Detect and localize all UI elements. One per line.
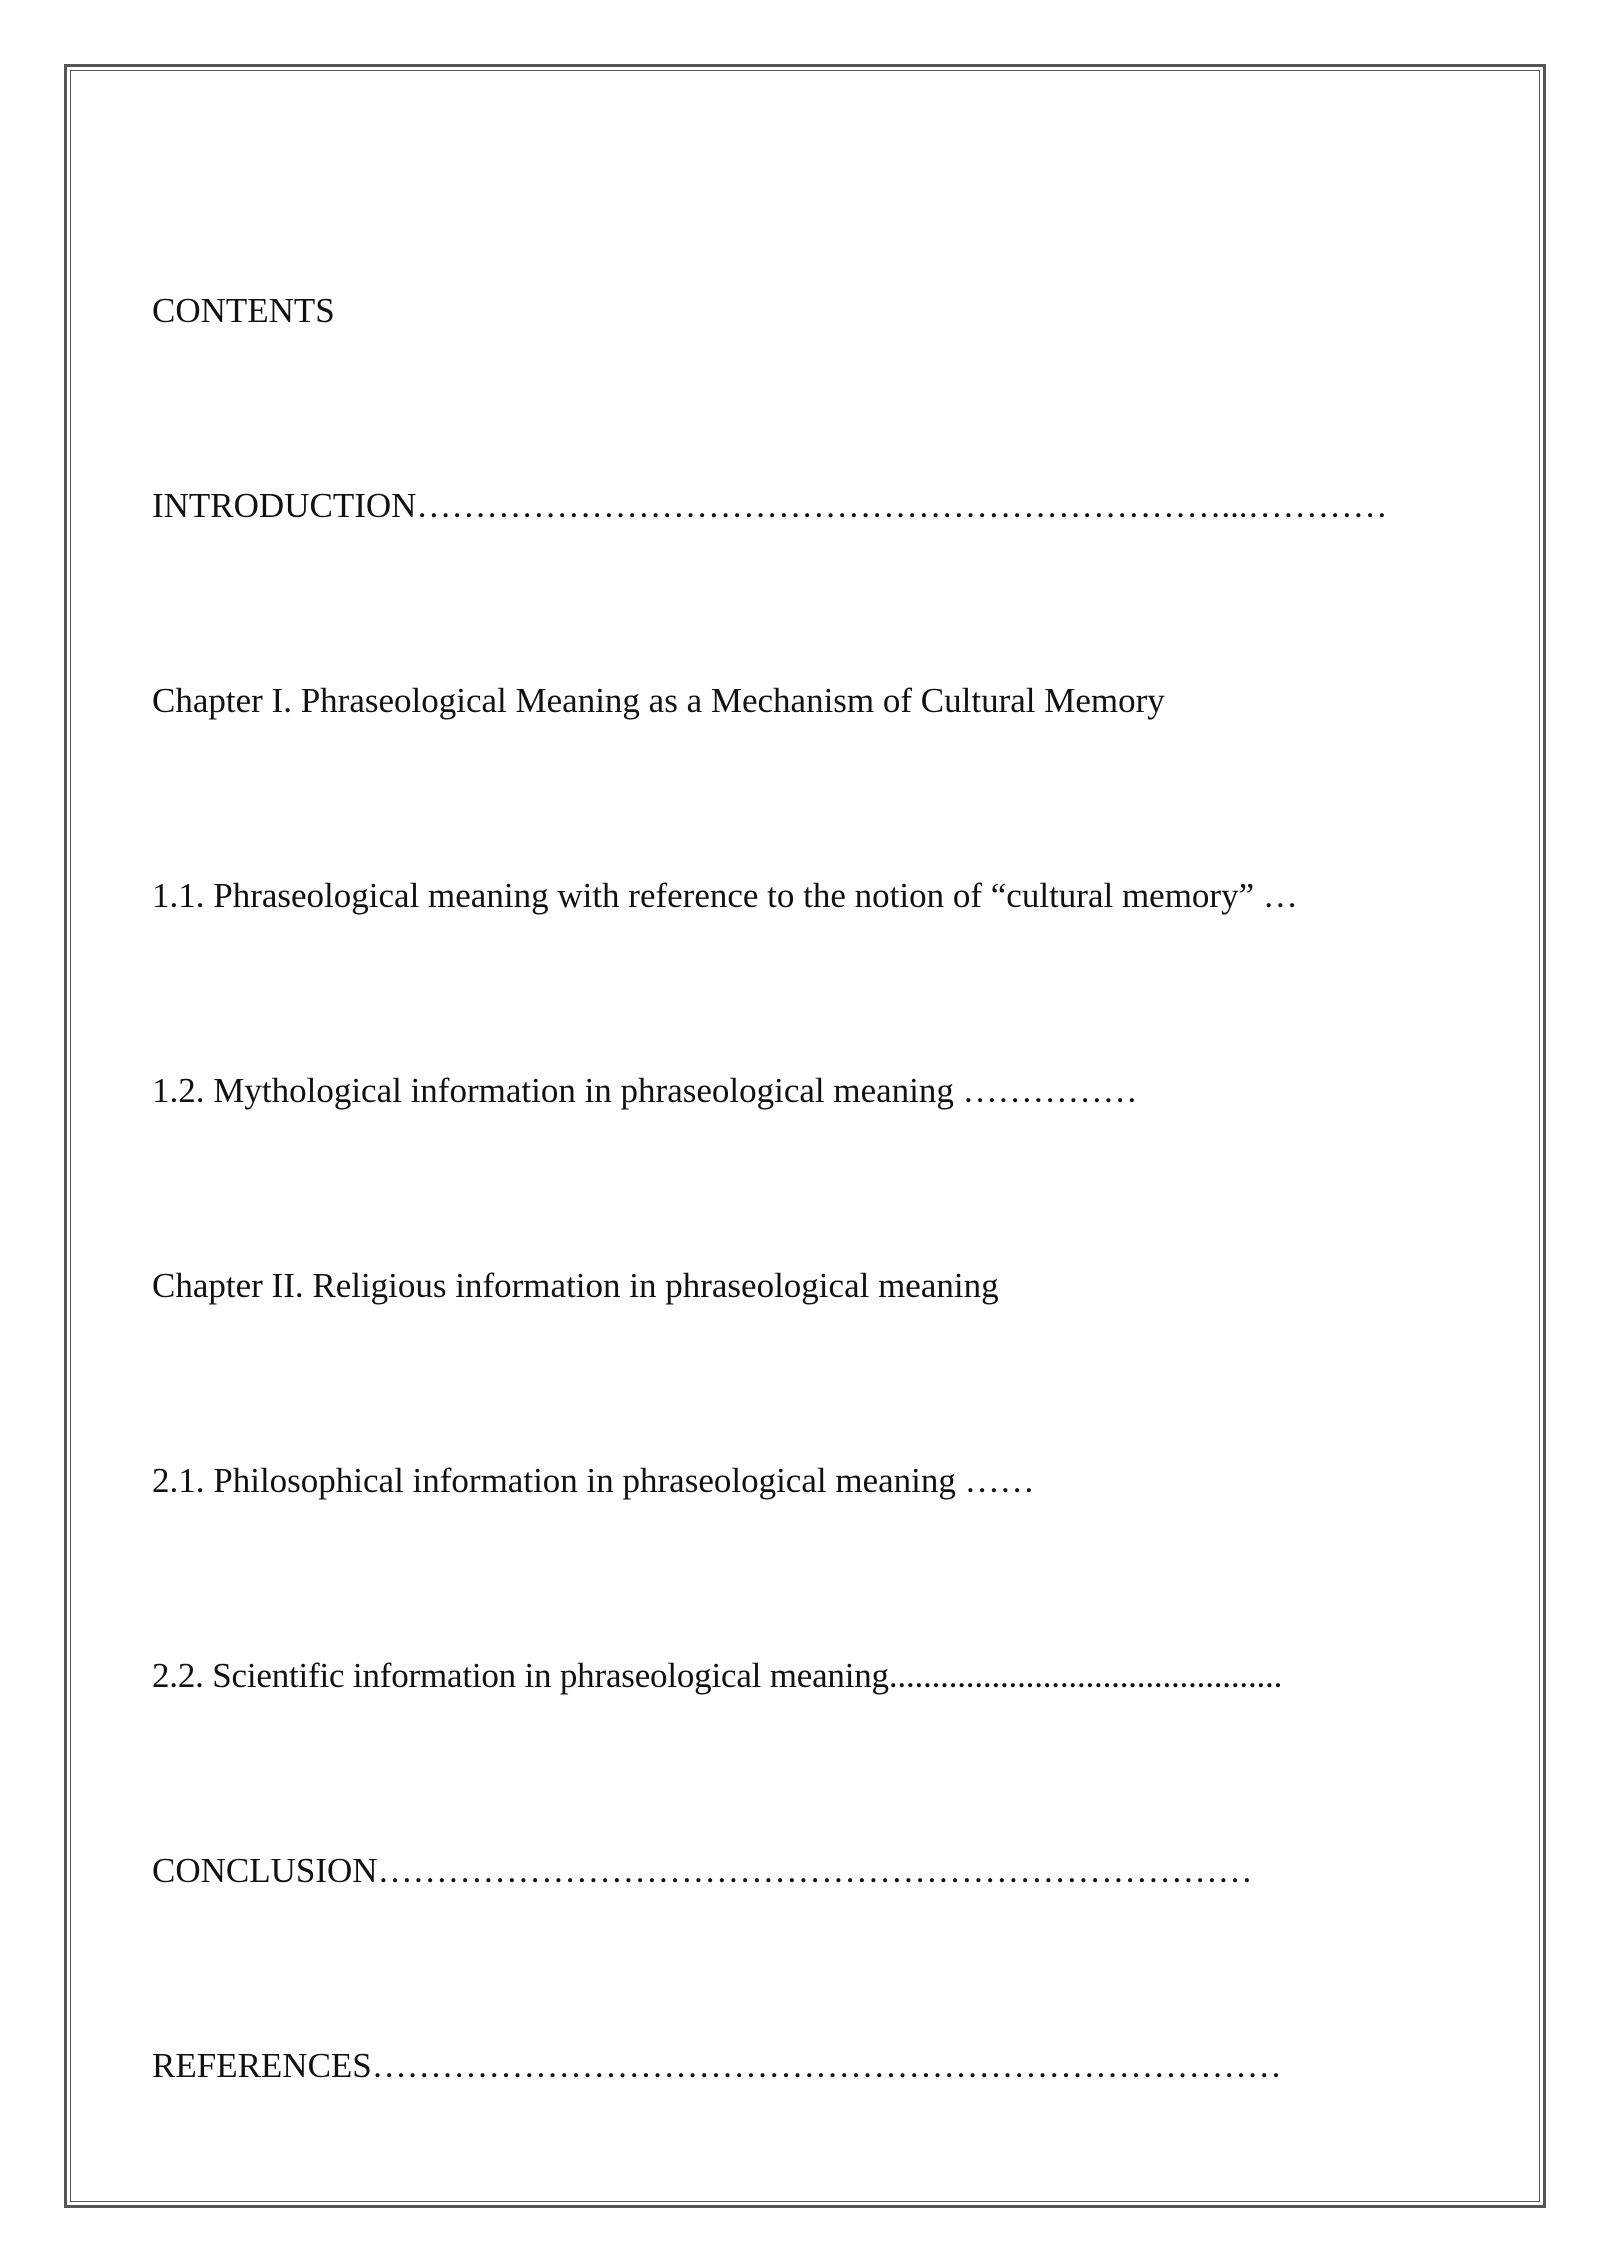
toc-entry-section-2-2: 2.2. Scientific information in phraseological meaning.............................................. [152, 1656, 1283, 1695]
toc-entry-references: REFERENCES…………………………………………………………………… [152, 2046, 1282, 2085]
table-of-contents [152, 148, 1452, 2228]
toc-entry-section-2-1: 2.1. Philosophical information in phraseological meaning …… [152, 1461, 1035, 1500]
toc-entry-section-1-1: 1.1. Phraseological meaning with reference to the notion of “cultural memory” … [152, 876, 1298, 915]
toc-entry-conclusion: CONCLUSION………………………………………………………………… [152, 1851, 1253, 1890]
toc-entry-section-1-2: 1.2. Mythological information in phraseological meaning …………… [152, 1071, 1138, 1110]
toc-entry-chapter-2: Chapter II. Religious information in phraseological meaning [152, 1266, 999, 1305]
contents-heading: CONTENTS [152, 291, 335, 330]
toc-entry-chapter-1: Chapter I. Phraseological Meaning as a Mechanism of Cultural Memory [152, 681, 1165, 720]
toc-entry-introduction: INTRODUCTION……………………………………………………………...………… [152, 486, 1388, 525]
